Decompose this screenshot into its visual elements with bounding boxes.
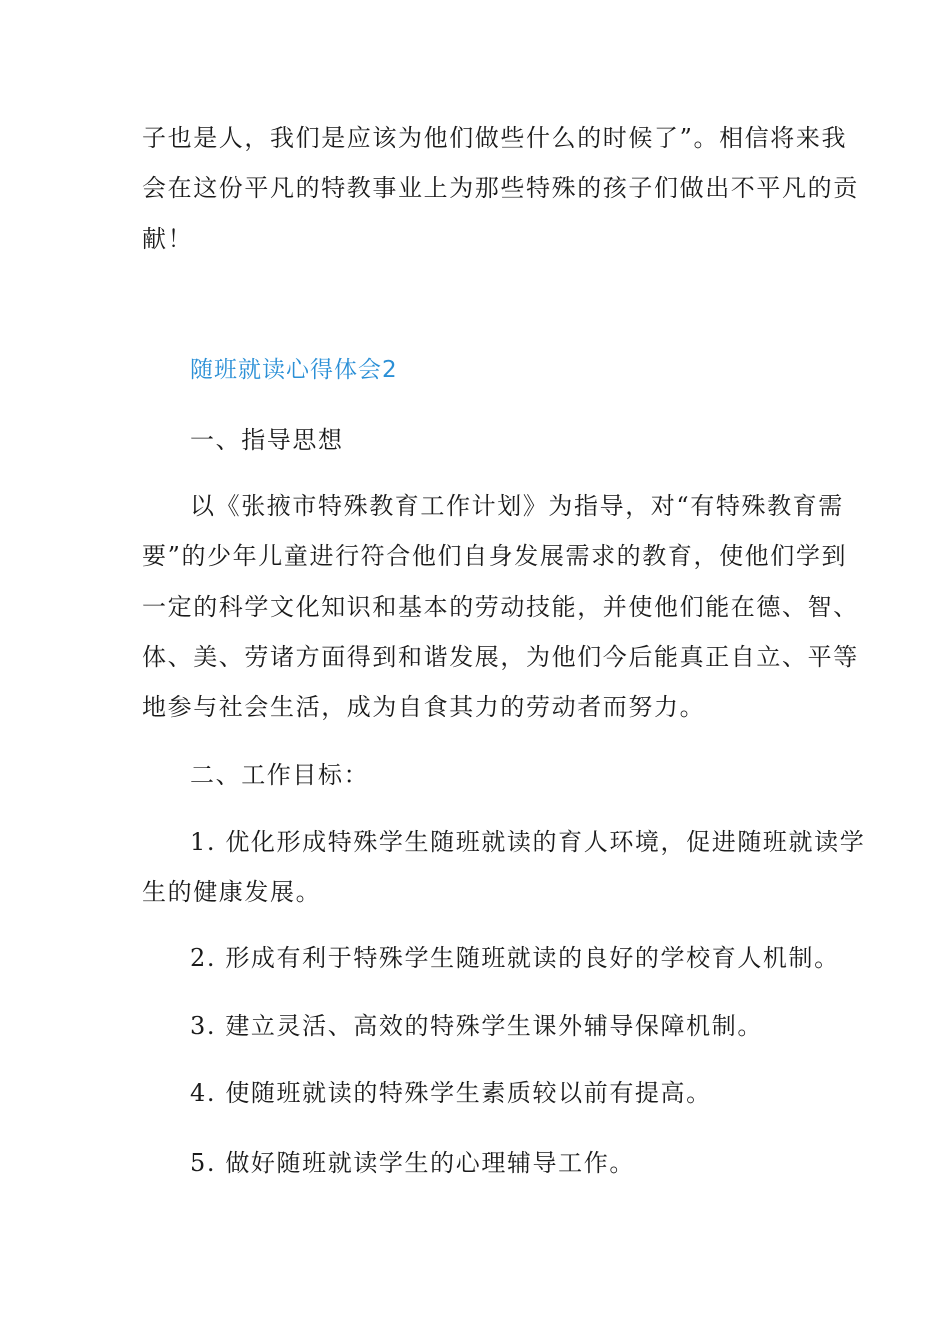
goal-item-1-continued: 生的健康发展。 <box>142 878 322 906</box>
subheading-work-goals: 二、工作目标： <box>190 761 370 789</box>
paragraph-line: 体、美、劳诸方面得到和谐发展，为他们今后能真正自立、平等 <box>142 643 859 671</box>
goal-item-3: 3. 建立灵活、高效的特殊学生课外辅导保障机制。 <box>190 1012 763 1040</box>
paragraph-line: 子也是人，我们是应该为他们做些什么的时候了”。相信将来我 <box>142 124 848 152</box>
paragraph-line: 以《张掖市特殊教育工作计划》为指导，对“有特殊教育需 <box>190 492 844 520</box>
goal-item-5: 5. 做好随班就读学生的心理辅导工作。 <box>190 1149 635 1177</box>
paragraph-line: 一定的科学文化知识和基本的劳动技能，并使他们能在德、智、 <box>142 593 859 621</box>
goal-item-2: 2. 形成有利于特殊学生随班就读的良好的学校育人机制。 <box>190 944 840 972</box>
paragraph-line: 会在这份平凡的特教事业上为那些特殊的孩子们做出不平凡的贡 <box>142 174 859 202</box>
goal-item-1: 1. 优化形成特殊学生随班就读的育人环境，促进随班就读学 <box>190 828 866 856</box>
subheading-guiding-ideology: 一、指导思想 <box>190 426 344 454</box>
paragraph-line: 地参与社会生活，成为自食其力的劳动者而努力。 <box>142 693 706 721</box>
section-title: 随班就读心得体会2 <box>190 357 398 383</box>
paragraph-line: 献！ <box>142 225 194 253</box>
paragraph-line: 要”的少年儿童进行符合他们自身发展需求的教育，使他们学到 <box>142 542 848 570</box>
goal-item-4: 4. 使随班就读的特殊学生素质较以前有提高。 <box>190 1079 712 1107</box>
